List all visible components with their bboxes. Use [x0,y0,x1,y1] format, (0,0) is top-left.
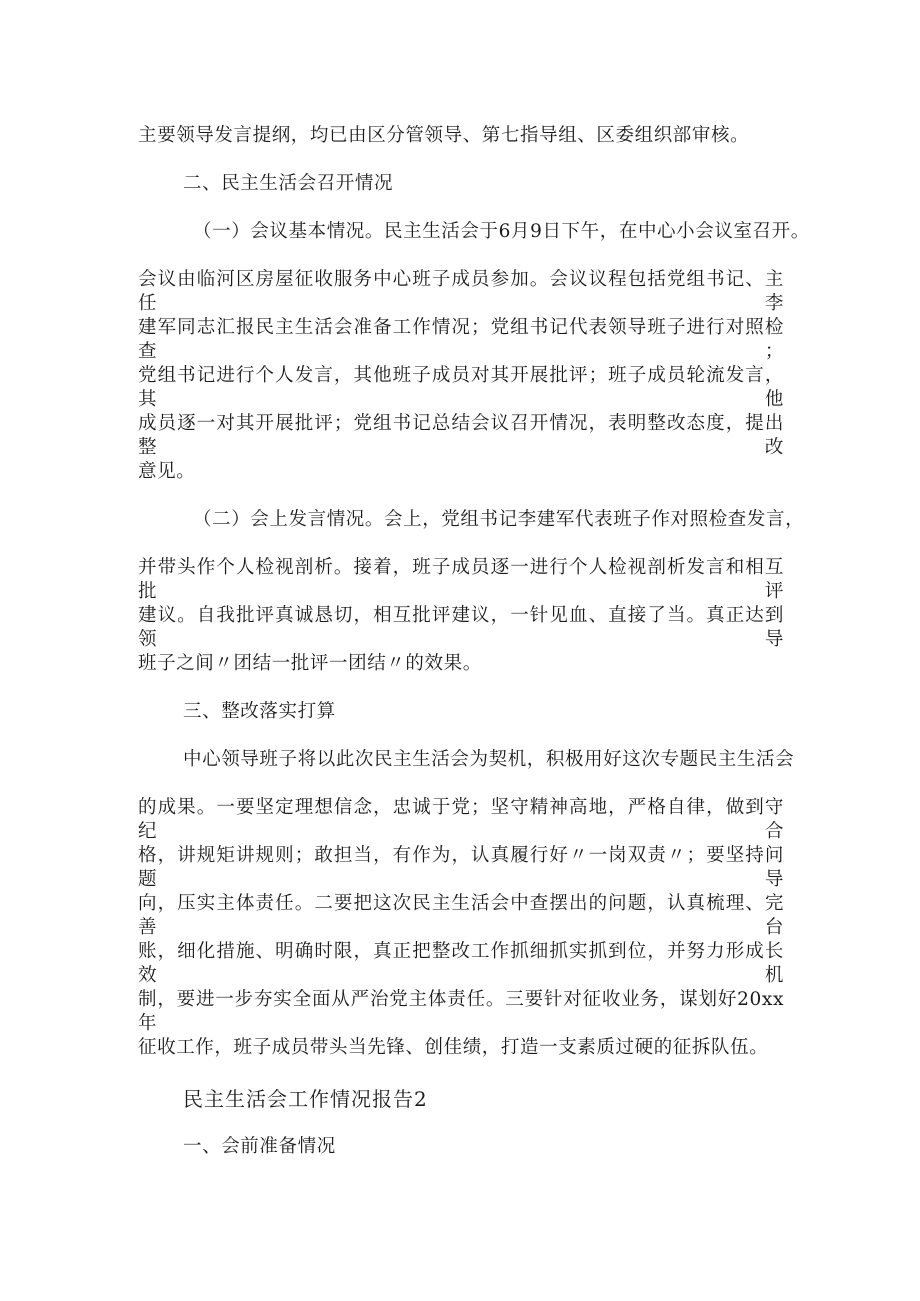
paragraph-line: （二）会上发言情况。会上，党组书记李建军代表班子作对照检查发言， [193,509,805,530]
paragraph-line: 成员逐一对其开展批评；党组书记总结会议召开情况，表明整改态度，提出整改 [138,413,784,458]
report-title: 民主生活会工作情况报告2 [183,1087,428,1111]
paragraph-line: 征收工作，班子成员带头当先锋、创佳绩，打造一支素质过硬的征拆队伍。 [138,1037,769,1058]
paragraph-line: 中心领导班子将以此次民主生活会为契机，积极用好这次专题民主生活会 [183,749,795,770]
paragraph-line: 班子之间〃团结一批评一团结〃的效果。 [138,653,482,674]
paragraph-line: 党组书记进行个人发言，其他班子成员对其开展批评；班子成员轮流发言，其他 [138,365,784,410]
paragraph-line: 账，细化措施、明确时限，真正把整改工作抓细抓实抓到位，并努力形成长效机 [138,941,784,986]
paragraph-line: 格，讲规矩讲规则；敢担当，有作为，认真履行好〃一岗双责〃；要坚持问题导 [138,845,784,890]
paragraph-line: 意见。 [138,461,196,482]
section-heading: 一、会前准备情况 [183,1136,336,1157]
section-heading: 二、民主生活会召开情况 [183,173,394,194]
paragraph-line: （一）会议基本情况。民主生活会于6月9日下午，在中心小会议室召开。 [193,221,810,242]
paragraph-line: 建军同志汇报民主生活会准备工作情况；党组书记代表领导班子进行对照检查； [138,317,784,362]
paragraph-line: 制，要进一步夯实全面从严治党主体责任。三要针对征收业务，谋划好20xx年 [138,989,784,1034]
paragraph-line: 的成果。一要坚定理想信念，忠诚于党；坚守精神高地，严格自律，做到守纪合 [138,797,784,842]
paragraph-line: 并带头作个人检视剖析。接着，班子成员逐一进行个人检视剖析发言和相互批评 [138,557,784,602]
section-heading: 三、整改落实打算 [183,701,336,722]
paragraph-line: 主要领导发言提纲，均已由区分管领导、第七指导组、区委组织部审核。 [138,125,750,146]
paragraph-line: 建议。自我批评真诚恳切，相互批评建议，一针见血、直接了当。真正达到领导 [138,605,784,650]
paragraph-line: 向，压实主体责任。二要把这次民主生活会中查摆出的问题，认真梳理、完善台 [138,893,784,938]
paragraph-line: 会议由临河区房屋征收服务中心班子成员参加。会议议程包括党组书记、主任李 [138,269,784,314]
